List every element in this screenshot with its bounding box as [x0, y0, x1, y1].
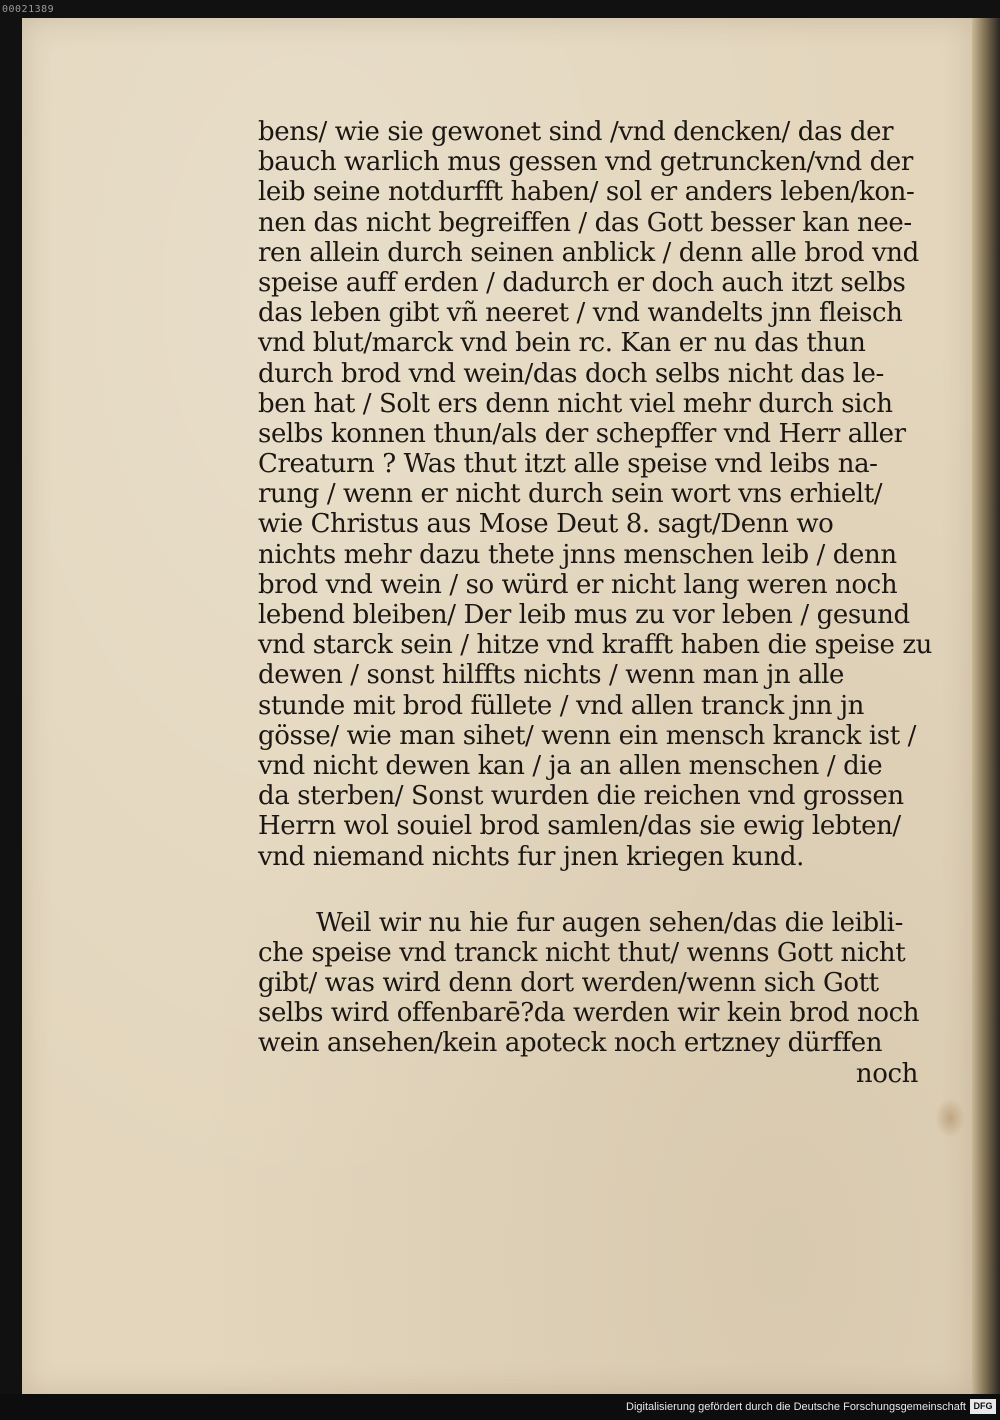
text-line: gibt/ was wird denn dort werden/wenn sich Gott [258, 968, 879, 999]
text-line: Creaturn ? Was thut itzt alle speise vnd leibs na- [258, 449, 878, 480]
text-line: vnd starck sein / hitze vnd krafft haben die speise zu [258, 630, 932, 661]
text-line: bens/ wie sie gewonet sind /vnd dencken/ das der [258, 117, 894, 147]
text-line: rung / wenn er nicht durch sein wort vns erhielt/ [258, 479, 883, 510]
text-line: gösse/ wie man sihet/ wenn ein mensch kranck ist / [258, 720, 916, 751]
page-edge [972, 18, 1000, 1394]
text-line: bauch warlich mus gessen vnd getruncken/vnd der [258, 147, 913, 178]
text-line: stunde mit brod füllete / vnd allen tranck jnn jn [258, 690, 864, 721]
text-line: vnd nicht dewen kan / ja an allen menschen / die [258, 750, 883, 781]
text-line: da sterben/ Sonst wurden die reichen vnd grossen [258, 781, 904, 812]
text-line: speise auff erden / dadurch er doch auch itzt selbs [258, 267, 906, 298]
text-line: Weil wir nu hie fur augen sehen/das die leibli- [316, 907, 903, 938]
dfg-logo: DFG [970, 1399, 996, 1414]
paragraph-1 [258, 117, 932, 872]
paper-stain [935, 1098, 965, 1138]
text-line: dewen / sonst hilffts nichts / wenn man jn alle [258, 660, 844, 691]
text-line: Herrn wol souiel brod samlen/das sie ewig lebten/ [258, 811, 901, 842]
text-line: che speise vnd tranck nicht thut/ wenns Gott nicht [258, 937, 906, 968]
text-line: lebend bleiben/ Der leib mus zu vor leben / gesund [258, 600, 910, 630]
text-line: selbs konnen thun/als der schepffer vnd Herr aller [258, 418, 906, 449]
catchword: noch [855, 1058, 918, 1089]
text-line: vnd blut/marck vnd bein rc. Kan er nu das thun [258, 328, 866, 359]
text-line: nen das nicht begreiffen / das Gott besser kan nee- [258, 207, 912, 238]
text-line: wein ansehen/kein apoteck noch ertzney dürffen [258, 1028, 883, 1059]
text-line: ben hat / Solt ers denn nicht viel mehr durch sich [258, 388, 893, 419]
text-line: selbs wird offenbarē?da werden wir kein brod noch [258, 998, 920, 1029]
text-line: das leben gibt vñ neeret / vnd wandelts jnn fleisch [258, 298, 903, 329]
footer-bar [0, 1394, 1000, 1420]
text-line: nichts mehr dazu thete jnns menschen leib / denn [258, 539, 897, 570]
footer-credit: Digitalisierung gefördert durch die Deutsche Forschungsgemeinschaft [626, 1401, 966, 1413]
text-line: vnd niemand nichts fur jnen kriegen kund. [258, 841, 804, 872]
paragraph-2 [258, 908, 918, 1059]
text-line: ren allein durch seinen anblick / denn alle brod vnd [258, 237, 919, 268]
page-text [258, 117, 932, 1089]
text-line: brod vnd wein / so würd er nicht lang weren noch [258, 569, 898, 600]
text-line: leib seine notdurfft haben/ sol er anders leben/kon- [258, 177, 915, 208]
scan-id-label: 00021389 [2, 4, 55, 15]
text-line: wie Christus aus Mose Deut 8. sagt/Denn wo [258, 509, 834, 540]
text-line: durch brod vnd wein/das doch selbs nicht das le- [258, 358, 884, 389]
